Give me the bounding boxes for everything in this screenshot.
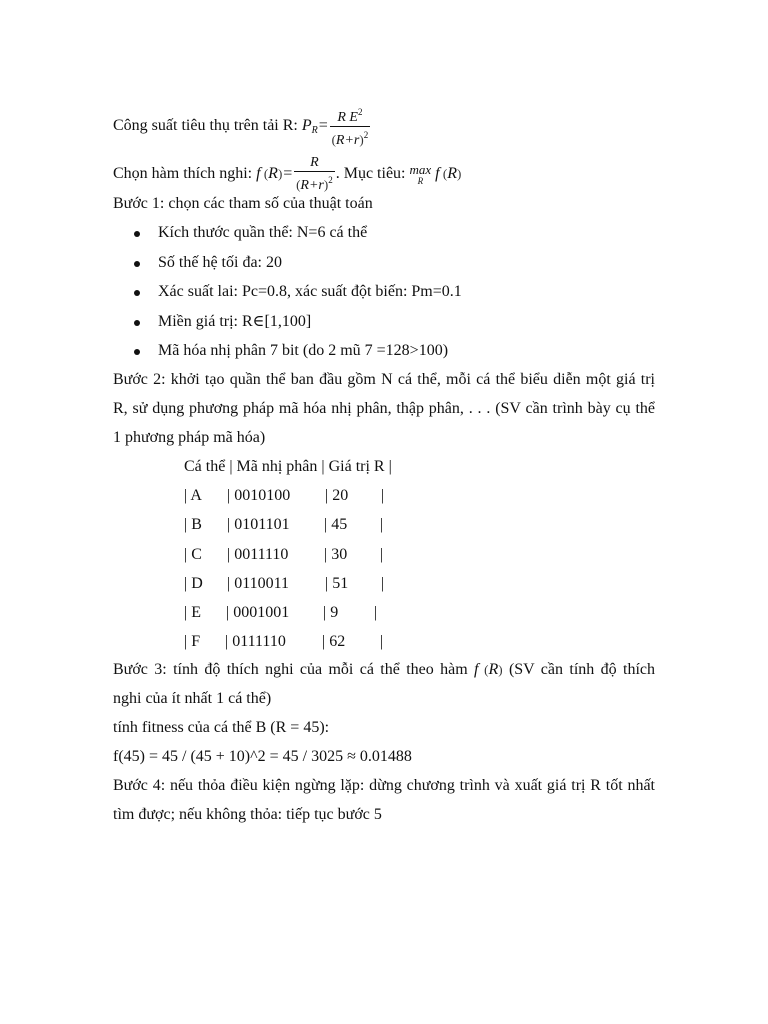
objective-label: . Mục tiêu: bbox=[335, 165, 410, 183]
table-cell-binary: | 0101101 bbox=[227, 516, 290, 533]
table-cell-individual: | A bbox=[184, 487, 202, 504]
table-cell-individual: | C bbox=[184, 546, 202, 563]
step3-text-suffix: (SV cần tính độ thích bbox=[502, 661, 655, 678]
bullet-dot bbox=[134, 349, 140, 355]
table-cell-value: | 45 bbox=[324, 516, 348, 533]
bullet-item: Mã hóa nhị phân 7 bit (do 2 mũ 7 =128>100) bbox=[158, 342, 449, 359]
fitness-calculation: f(45) = 45 / (45 + 10)^2 = 45 / 3025 ≈ 0.01488 bbox=[113, 748, 412, 765]
bullet-item: Miền giá trị: R∈[1,100] bbox=[158, 313, 312, 330]
fitness-function-formula: f (R)= $\frac{R}{(R+r)^2}$ bbox=[256, 155, 333, 193]
bullet-item: Số thế hệ tối đa: 20 bbox=[158, 254, 282, 271]
step2-line: R, sử dụng phương pháp mã hóa nhị phân, thập phân, . . . (SV cần trình bày cụ thể bbox=[113, 400, 655, 417]
bullet-dot bbox=[134, 261, 140, 267]
step3-text: Bước 3: tính độ thích nghi của mỗi cá thể theo hàm bbox=[113, 661, 475, 678]
bullet-dot bbox=[134, 290, 140, 296]
step2-line: Bước 2: khởi tạo quần thể ban đầu gồm N cá thể, mỗi cá thể biểu diễn một giá trị bbox=[113, 371, 655, 388]
step3-line bbox=[113, 660, 655, 680]
fitness-function-inline: f (R) bbox=[474, 661, 503, 678]
step4-line: Bước 4: nếu thỏa điều kiện ngừng lặp: dừng chương trình và xuất giá trị R tốt nhất bbox=[113, 777, 655, 794]
step4-line: tìm được; nếu không thỏa: tiếp tục bước 5 bbox=[113, 806, 382, 823]
table-cell-end: | bbox=[381, 575, 385, 592]
table-cell-value: | 51 bbox=[325, 575, 349, 592]
table-cell-binary: | 0011110 bbox=[227, 546, 289, 563]
fitness-title: tính fitness của cá thể B (R = 45): bbox=[113, 719, 330, 736]
table-cell-end: | bbox=[380, 633, 384, 650]
table-cell-binary: | 0110011 bbox=[227, 575, 290, 592]
power-formula-line bbox=[113, 104, 371, 149]
table-cell-individual: | D bbox=[184, 575, 203, 592]
table-cell-value: | 20 bbox=[325, 487, 349, 504]
table-cell-value: | 30 bbox=[324, 546, 348, 563]
step3-line: nghi của ít nhất 1 cá thể) bbox=[113, 690, 272, 707]
objective-formula: max R f (R) bbox=[409, 162, 462, 186]
table-cell-end: | bbox=[381, 487, 385, 504]
table-header: Cá thể | Mã nhị phân | Giá trị R | bbox=[184, 458, 392, 475]
bullet-item: Xác suất lai: Pc=0.8, xác suất đột biến: Pm=0.1 bbox=[158, 283, 462, 300]
bullet-dot bbox=[134, 231, 140, 237]
table-cell-binary: | 0010100 bbox=[227, 487, 291, 504]
power-formula-label: Công suất tiêu thụ trên tải R: bbox=[113, 117, 302, 135]
table-cell-end: | bbox=[374, 604, 378, 621]
table-cell-end: | bbox=[380, 516, 384, 533]
table-cell-individual: | E bbox=[184, 604, 201, 621]
bullet-item: Kích thước quần thể: N=6 cá thể bbox=[158, 224, 368, 241]
table-cell-value: | 62 bbox=[322, 633, 346, 650]
step2-line: 1 phương pháp mã hóa) bbox=[113, 429, 266, 446]
table-cell-binary: | 0001001 bbox=[226, 604, 290, 621]
table-cell-value: | 9 bbox=[323, 604, 339, 621]
fitness-function-label: Chọn hàm thích nghi: bbox=[113, 165, 257, 183]
bullet-dot bbox=[134, 320, 140, 326]
step1-title: Bước 1: chọn các tham số của thuật toán bbox=[113, 195, 373, 212]
table-cell-end: | bbox=[380, 546, 384, 563]
table-cell-individual: | B bbox=[184, 516, 202, 533]
table-cell-individual: | F bbox=[184, 633, 201, 650]
table-cell-binary: | 0111110 bbox=[225, 633, 286, 650]
power-formula: $P_R=$ $\frac{R E^2}{(R+r)^2}$ bbox=[301, 107, 369, 148]
fitness-function-line bbox=[113, 155, 461, 194]
